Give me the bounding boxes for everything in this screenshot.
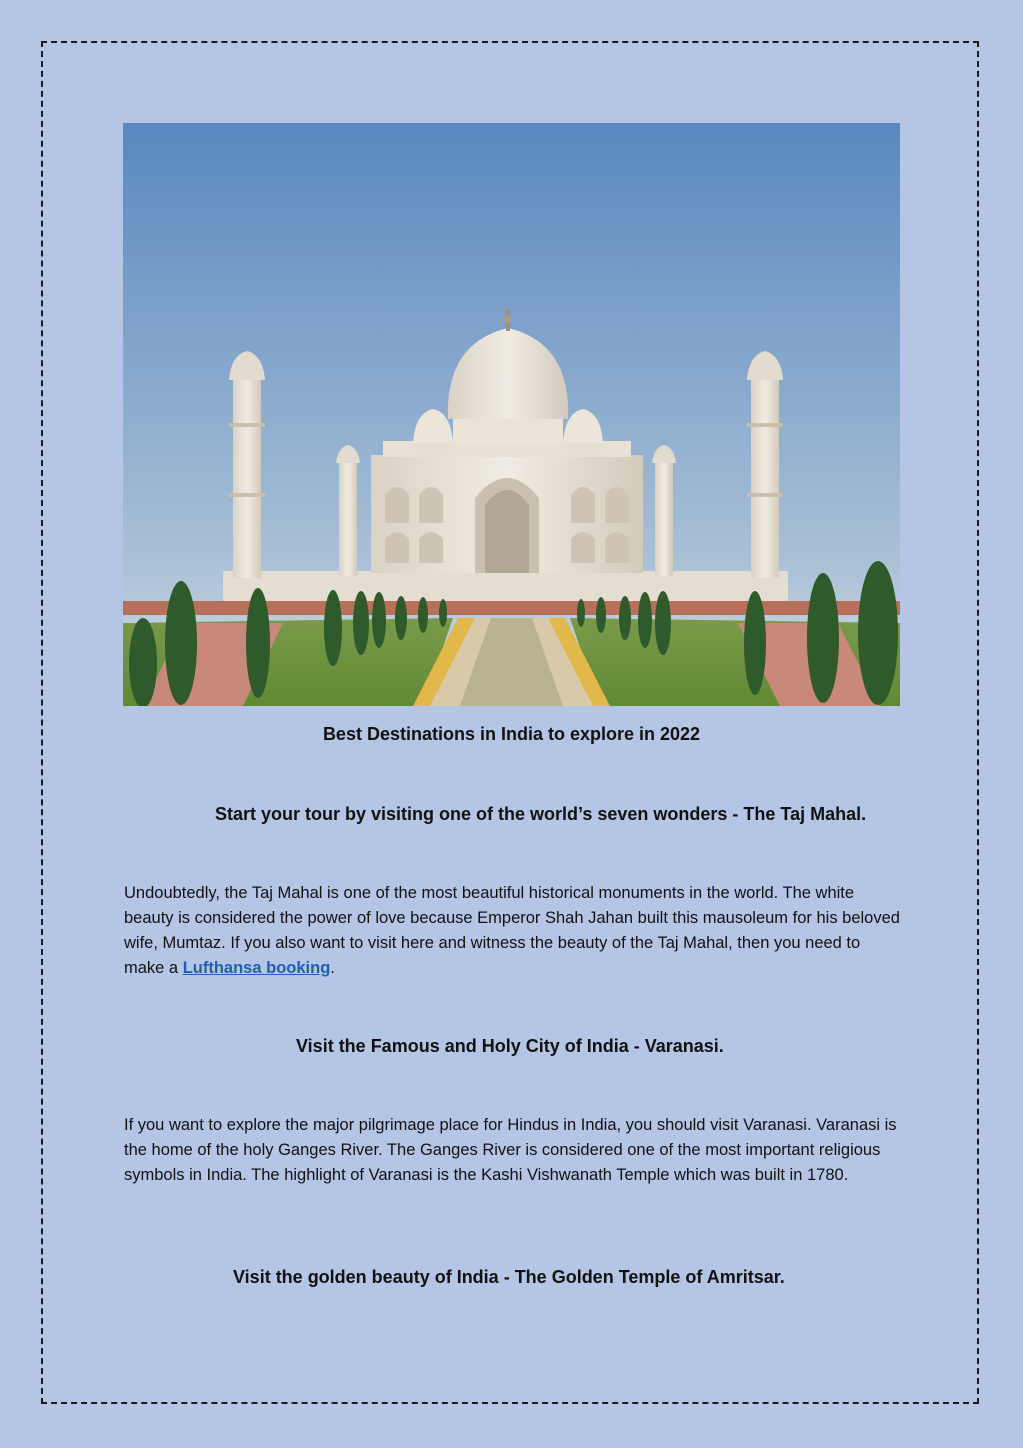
image-caption: Best Destinations in India to explore in 2022 — [322, 724, 701, 744]
section-heading-golden-temple: Visit the golden beauty of India - The Golden Temple of Amritsar. — [233, 1267, 785, 1287]
paragraph-varanasi: If you want to explore the major pilgrimage place for Hindus in India, you should visit Varanasi. Varanasi is the home of the holy Ganges River. The Ganges River is considered one of the most important religious symbols in India. The highlight of Varanasi is the Kashi Vishwanath Temple which was built in 1780. — [124, 1116, 897, 1184]
section-heading-taj-mahal: Start your tour by visiting one of the world’s seven wonders - The Taj Mahal. — [215, 804, 867, 824]
section-heading-varanasi: Visit the Famous and Holy City of India - Varanasi. — [296, 1036, 724, 1056]
paragraph-text: Undoubtedly, the Taj Mahal is one of the most beautiful historical monuments in the world. The white beauty is considered the power of love because Emperor Shah Jahan built this mausoleum for his beloved wife, Mumtaz. If you also want to visit here and witness the beauty of the Taj Mahal, then you need to make a — [124, 884, 900, 977]
paragraph-taj-mahal — [124, 881, 904, 981]
paragraph-text-end: . — [330, 959, 335, 977]
lufthansa-booking-link[interactable]: Lufthansa booking — [182, 959, 331, 977]
taj-mahal-photo — [123, 123, 900, 706]
